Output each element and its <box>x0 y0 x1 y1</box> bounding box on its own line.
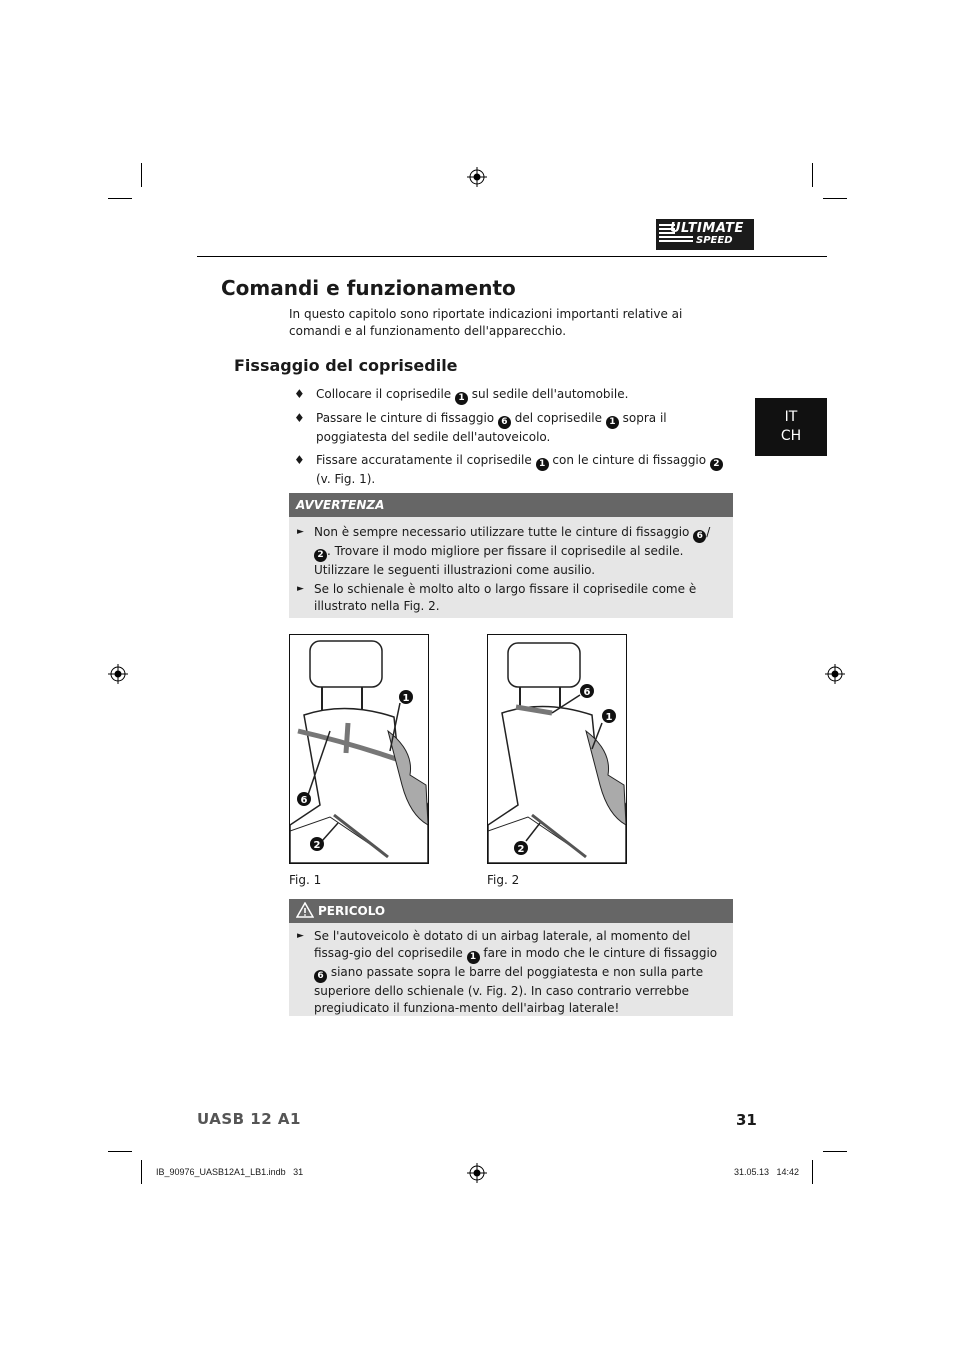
danger-text: siano passate sopra le barre del poggiatesta e non sulla parte superiore dello schienale (v. Fig. 2). In caso contrario verrebbe pregiudicato il funziona-mento dell'airbag laterale! <box>314 965 704 1015</box>
seat-illustration-2 <box>488 635 626 863</box>
danger-heading: PERICOLO <box>318 904 386 918</box>
figure-caption-1: Fig. 1 <box>289 873 322 887</box>
step-text: con le cinture di fissaggio <box>548 453 710 467</box>
arrow-bullet-icon: ► <box>297 931 304 941</box>
print-slug-right: 31.05.13 14:42 <box>734 1167 800 1177</box>
arrow-bullet-icon: ► <box>297 527 304 537</box>
warning-text: Non è sempre necessario utilizzare tutte le cinture di fissaggio <box>314 525 694 539</box>
number-badge: 1 <box>467 951 480 964</box>
seat-illustration-1 <box>290 635 428 863</box>
figure-callout: 6 <box>583 687 591 698</box>
warning-text: Se lo schienale è molto alto o largo fissare il coprisedile come è illustrato nella Fig. 2. <box>314 582 697 613</box>
number-badge: 1 <box>606 416 619 429</box>
number-badge: 1 <box>536 458 549 471</box>
language-tab-it: IT <box>784 409 798 425</box>
registration-mark-icon <box>467 1163 487 1183</box>
diamond-bullet-icon: ♦ <box>294 411 305 425</box>
step-text: sopra il poggiatesta del sedile dell'autoveicolo. <box>316 411 667 444</box>
registration-mark-icon <box>825 664 845 684</box>
registration-mark-icon <box>108 664 128 684</box>
language-tab-ch: CH <box>780 428 802 444</box>
registration-mark-icon <box>467 167 487 187</box>
danger-text: fare in modo che le cinture di fissaggio <box>479 946 718 960</box>
warning-triangle-icon <box>296 902 314 918</box>
diamond-bullet-icon: ♦ <box>294 387 305 401</box>
step-text: sul sedile dell'automobile. <box>467 387 629 401</box>
print-slug-left: IB_90976_UASB12A1_LB1.indb 31 <box>156 1167 304 1177</box>
crop-mark <box>108 1151 132 1152</box>
crop-mark <box>823 198 847 199</box>
figure-callout: 2 <box>517 844 525 855</box>
number-badge: 6 <box>498 416 511 429</box>
language-tab <box>755 398 827 456</box>
warning-text: / <box>706 525 711 539</box>
danger-box-body <box>289 923 733 1016</box>
warning-text: . Trovare il modo migliore per fissare il coprisedile al sedile. Utilizzare le seguenti illustrazioni come ausilio. <box>314 544 684 577</box>
brand-logo <box>656 219 754 250</box>
section-subtitle: Fissaggio del coprisedile <box>234 356 458 375</box>
step-text: (v. Fig. 1). <box>316 472 376 486</box>
step-text: Passare le cinture di fissaggio <box>316 411 498 425</box>
figure-callout: 6 <box>300 795 308 806</box>
number-badge: 1 <box>455 392 468 405</box>
warning-box-header <box>289 493 733 517</box>
page-number: 31 <box>736 1111 757 1129</box>
brand-logo-line1: ULTIMATE <box>670 221 744 236</box>
number-badge: 2 <box>710 458 723 471</box>
brand-logo-line2: SPEED <box>696 235 733 246</box>
figure-callout: 1 <box>402 693 410 704</box>
number-badge: 6 <box>693 530 706 543</box>
intro-paragraph: In questo capitolo sono riportate indicazioni importanti relative ai comandi e al funzionamento dell'apparecchio. <box>289 307 683 338</box>
crop-mark <box>108 198 132 199</box>
warning-heading: AVVERTENZA <box>296 498 385 512</box>
figure-1 <box>289 634 429 864</box>
figure-2 <box>487 634 627 864</box>
number-badge: 2 <box>314 549 327 562</box>
danger-text: Se l'autoveicolo è dotato di un airbag laterale, al momento del fissag-gio del coprisedile <box>314 929 691 960</box>
footer-model: UASB 12 A1 <box>197 1110 301 1128</box>
crop-mark <box>141 1160 142 1184</box>
figure-caption-2: Fig. 2 <box>487 873 520 887</box>
crop-mark <box>812 1160 813 1184</box>
header-rule <box>197 256 827 257</box>
step-text: Fissare accuratamente il coprisedile <box>316 453 536 467</box>
warning-box-body <box>289 517 733 618</box>
crop-mark <box>812 163 813 187</box>
page-title: Comandi e funzionamento <box>221 276 516 300</box>
danger-box-header <box>289 899 733 923</box>
number-badge: 6 <box>314 970 327 983</box>
step-text: del coprisedile <box>510 411 606 425</box>
arrow-bullet-icon: ► <box>297 584 304 594</box>
crop-mark <box>141 163 142 187</box>
figure-callout: 1 <box>605 712 613 723</box>
diamond-bullet-icon: ♦ <box>294 453 305 467</box>
figure-callout: 2 <box>313 840 321 851</box>
step-text: Collocare il coprisedile <box>316 387 455 401</box>
crop-mark <box>823 1151 847 1152</box>
